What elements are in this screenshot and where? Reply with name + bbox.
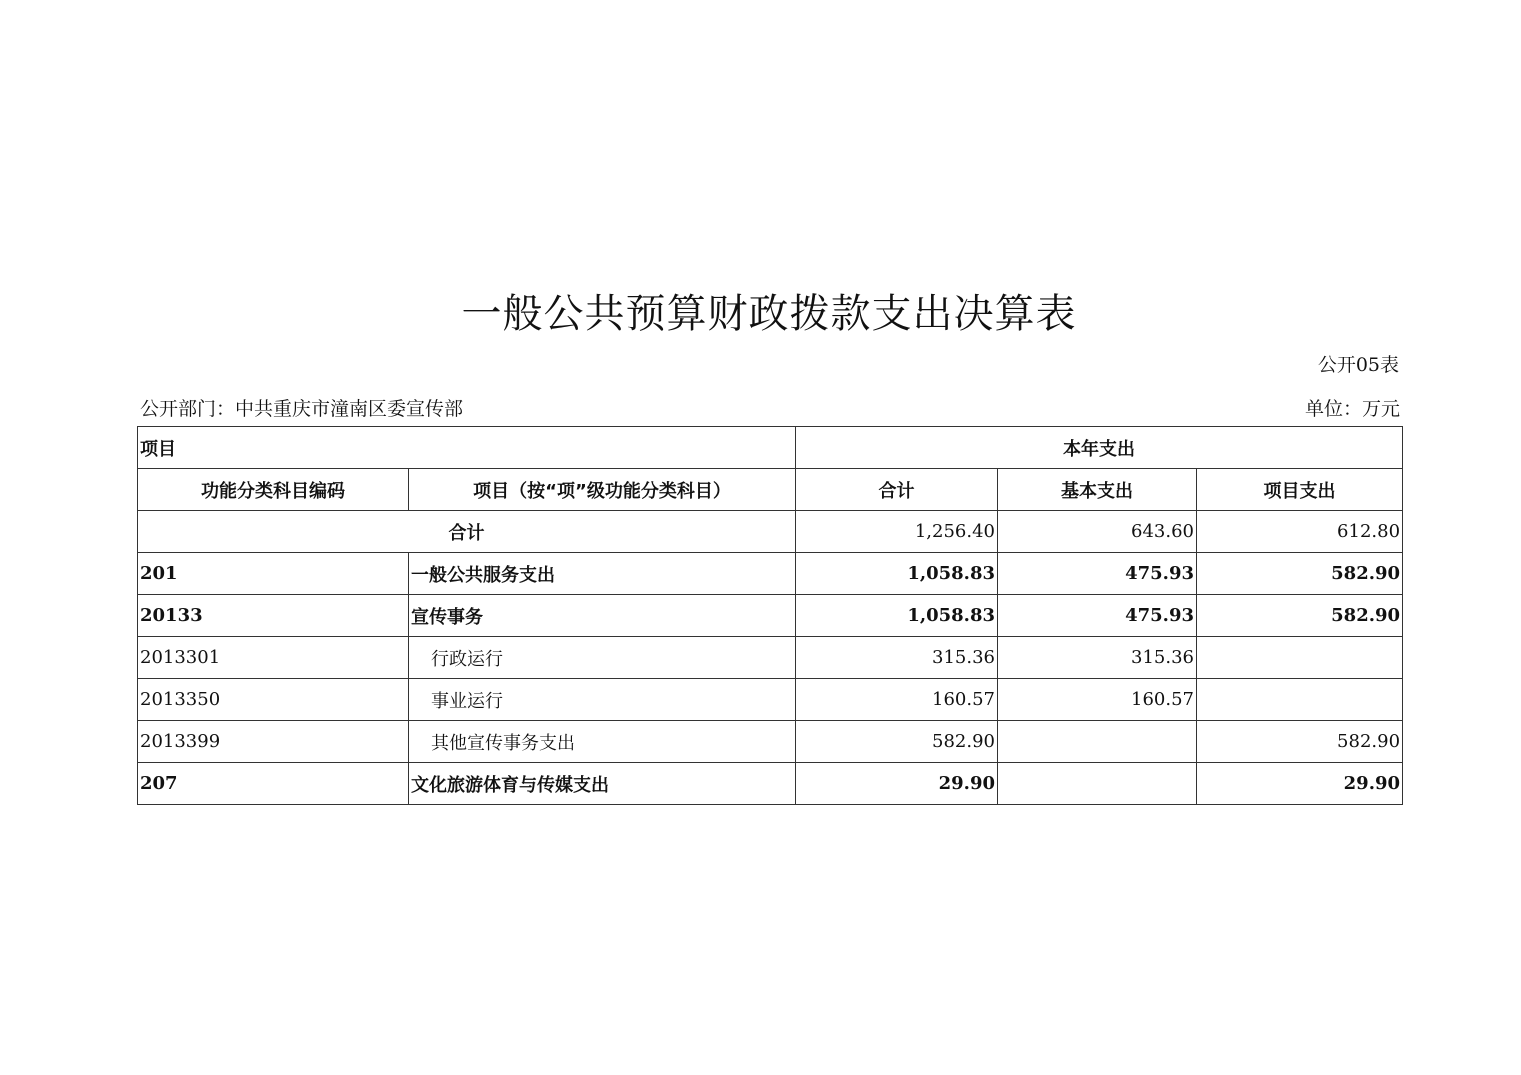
table-row bbox=[138, 763, 1403, 805]
row-project: 582.90 bbox=[1197, 595, 1403, 637]
row-code: 207 bbox=[138, 763, 409, 805]
row-code: 2013399 bbox=[138, 721, 409, 763]
total-basic: 643.60 bbox=[998, 511, 1197, 553]
row-project: 29.90 bbox=[1197, 763, 1403, 805]
row-name: 宣传事务 bbox=[409, 595, 796, 637]
header-item-by-class: 项目（按“项”级功能分类科目） bbox=[409, 469, 796, 511]
row-basic bbox=[998, 721, 1197, 763]
header-current-year: 本年支出 bbox=[796, 427, 1403, 469]
header-project: 项目支出 bbox=[1197, 469, 1403, 511]
row-basic: 475.93 bbox=[998, 595, 1197, 637]
row-name: 事业运行 bbox=[409, 679, 796, 721]
row-total: 1,058.83 bbox=[796, 595, 998, 637]
row-name: 一般公共服务支出 bbox=[409, 553, 796, 595]
row-code: 201 bbox=[138, 553, 409, 595]
table-row bbox=[138, 721, 1403, 763]
row-basic: 160.57 bbox=[998, 679, 1197, 721]
row-basic: 475.93 bbox=[998, 553, 1197, 595]
row-total: 315.36 bbox=[796, 637, 998, 679]
header-basic: 基本支出 bbox=[998, 469, 1197, 511]
row-code: 20133 bbox=[138, 595, 409, 637]
row-project bbox=[1197, 679, 1403, 721]
total-label: 合计 bbox=[138, 511, 796, 553]
row-code: 2013350 bbox=[138, 679, 409, 721]
total-project: 612.80 bbox=[1197, 511, 1403, 553]
row-total: 29.90 bbox=[796, 763, 998, 805]
row-name: 文化旅游体育与传媒支出 bbox=[409, 763, 796, 805]
row-total: 582.90 bbox=[796, 721, 998, 763]
row-code: 2013301 bbox=[138, 637, 409, 679]
table-row bbox=[138, 679, 1403, 721]
row-basic bbox=[998, 763, 1197, 805]
unit-label: 单位：万元 bbox=[1304, 398, 1400, 420]
table-row bbox=[138, 553, 1403, 595]
header-code: 功能分类科目编码 bbox=[138, 469, 409, 511]
table-row bbox=[138, 595, 1403, 637]
header-row-top bbox=[138, 427, 1403, 469]
row-name: 其他宣传事务支出 bbox=[409, 721, 796, 763]
row-project: 582.90 bbox=[1197, 721, 1403, 763]
row-total: 1,058.83 bbox=[796, 553, 998, 595]
header-row-columns bbox=[138, 469, 1403, 511]
expenditure-table bbox=[137, 426, 1403, 805]
row-name: 行政运行 bbox=[409, 637, 796, 679]
row-basic: 315.36 bbox=[998, 637, 1197, 679]
page-title: 一般公共预算财政拨款支出决算表 bbox=[461, 291, 1077, 337]
row-total: 160.57 bbox=[796, 679, 998, 721]
row-project: 582.90 bbox=[1197, 553, 1403, 595]
total-row bbox=[138, 511, 1403, 553]
table-row bbox=[138, 637, 1403, 679]
header-item: 项目 bbox=[138, 427, 796, 469]
total-sum: 1,256.40 bbox=[796, 511, 998, 553]
department-label: 公开部门：中共重庆市潼南区委宣传部 bbox=[140, 398, 464, 420]
header-total: 合计 bbox=[796, 469, 998, 511]
row-project bbox=[1197, 637, 1403, 679]
form-number: 公开05表 bbox=[1317, 354, 1399, 376]
